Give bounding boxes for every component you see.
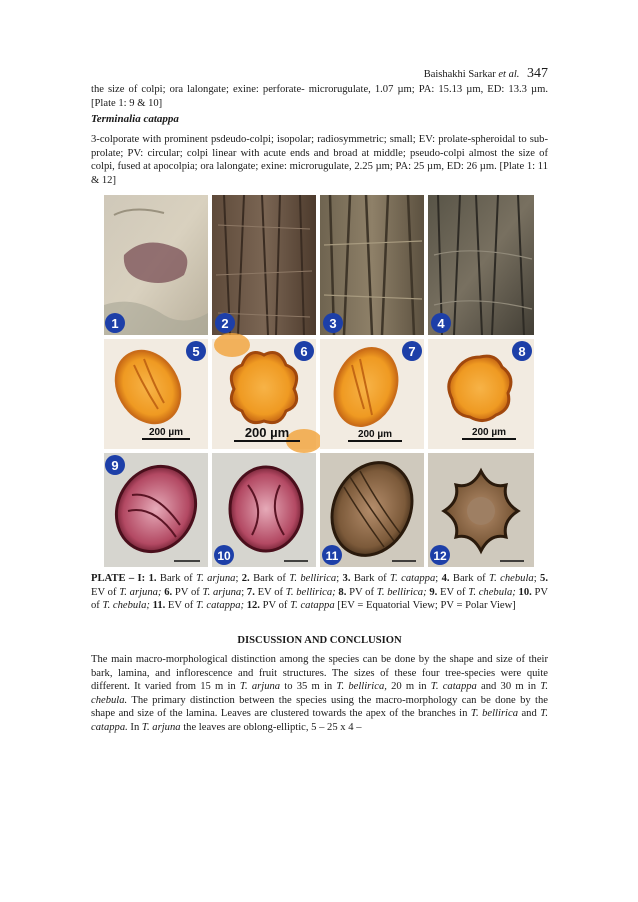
- species-name: T. chebula;: [468, 586, 516, 598]
- svg-text:1: 1: [111, 316, 119, 331]
- svg-text:11: 11: [325, 549, 339, 563]
- caption-item: 12. PV of T. catappa: [246, 600, 335, 612]
- caption-item: 2. Bark of T. bellirica;: [241, 573, 343, 584]
- paragraph-catappa: [91, 133, 548, 187]
- species-name: T. arjuna: [196, 573, 236, 584]
- species-name: T. chebula.: [91, 681, 548, 706]
- caption-item: 3. Bark of T. catappa;: [342, 573, 442, 584]
- species-name: T. bellirica,: [336, 681, 387, 693]
- plate-label-4: [431, 313, 451, 333]
- caption-item: 6. PV of T. arjuna;: [164, 586, 247, 598]
- caption-item: 4. Bark of T. chebula;: [441, 573, 541, 584]
- bark-photo-1: [104, 195, 208, 335]
- caption-item: 9. EV of T. chebula;: [429, 586, 516, 598]
- paragraph-continued: [91, 83, 548, 110]
- svg-text:8: 8: [518, 344, 526, 359]
- scale-label-8: 200 µm: [471, 427, 507, 438]
- species-name: T. arjuna;: [119, 586, 162, 598]
- species-name: T. catappa: [290, 600, 335, 612]
- plate-label-8: [512, 341, 532, 361]
- scale-label-5: 200 µm: [148, 427, 184, 438]
- caption-item-number: 12.: [246, 600, 260, 612]
- plate-label-9: [105, 455, 125, 475]
- plate-label-11: [322, 545, 342, 565]
- species-name: T. arjuna: [239, 681, 281, 693]
- plate-label-10: [214, 545, 234, 565]
- species-name: T. arjuna: [202, 586, 242, 598]
- caption-item: 10. PV of T. chebula;: [91, 586, 549, 612]
- paragraph-text: the size of colpi; ora lalongate; exine: perforate- microrugulate, 1.07 µm; PA: 15.13 µm, ED: 13.3 µm. [Plate 1: 9 & 10]: [91, 84, 548, 109]
- page-header: [424, 66, 548, 82]
- caption-item-number: 10.: [518, 586, 532, 598]
- svg-text:4: 4: [437, 316, 445, 331]
- plate-label-3: [323, 313, 343, 333]
- paragraph-text: 3-colporate with prominent psdeudo-colpi; isopolar; radiosymmetric; small; EV: prolate-spheroidal to sub-prolate; PV: circular; colpi linear with acute ends and broad at middle; pseudo-colpi almost the size of colpi, fused at apocolpia; ora lalongate; exine: microrugulate, 2.25 µm; PA: 25 µm, ED: 26 µm. [Plate 1: 11 & 12]: [91, 134, 548, 186]
- species-name: T. arjuna: [141, 721, 181, 733]
- species-name: T. chebula: [489, 573, 534, 584]
- plate-figure: [104, 195, 534, 567]
- caption-item-number: 5.: [540, 573, 548, 584]
- caption-item-number: 7.: [246, 586, 255, 598]
- svg-text:6: 6: [300, 344, 308, 359]
- header-author: Baishakhi Sarkar: [423, 69, 496, 80]
- svg-text:7: 7: [408, 344, 416, 359]
- caption-item: 8. PV of T. bellirica;: [338, 586, 427, 598]
- scale-label-6: 200 µm: [244, 425, 290, 440]
- species-name: T. catappa: [390, 573, 436, 584]
- plate-label-5: [186, 341, 206, 361]
- caption-item-number: 3.: [342, 573, 351, 584]
- header-etal: et al.: [498, 69, 520, 80]
- plate-label-1: [105, 313, 125, 333]
- caption-item-number: 9.: [429, 586, 438, 598]
- species-name: T. bellirica: [470, 708, 519, 720]
- page-number: 347: [527, 66, 548, 81]
- species-name: T. catappa: [430, 681, 477, 693]
- species-name: T. bellirica;: [285, 586, 336, 598]
- plate-label-6: [294, 341, 314, 361]
- caption-item: 1. Bark of T. arjuna;: [148, 573, 242, 584]
- svg-text:9: 9: [111, 458, 119, 473]
- plate-label-12: [430, 545, 450, 565]
- caption-item: 11. EV of T. catappa;: [152, 600, 245, 612]
- svg-text:12: 12: [433, 549, 447, 563]
- caption-lead: PLATE – I:: [91, 573, 146, 584]
- section-title: DISCUSSION AND CONCLUSION: [237, 635, 402, 646]
- caption-item-number: 1.: [148, 573, 157, 584]
- svg-text:3: 3: [329, 316, 337, 331]
- svg-text:10: 10: [217, 549, 231, 563]
- caption-item-number: 6.: [164, 586, 173, 598]
- paragraph-text: The main macro-morphological distinction among the species can be done by the shape and size of their bark, lamina, and inflorescence and fruit structures. The sizes of these four tree-species were quite different. It varied from 15 m in T. arjuna to 35 m in T. bellirica, 20 m in T. catappa and 30 m in T. chebula. The primary distinction between the species using the macro-morphology can be done by the shape and size of the lamina. Leaves are clustered towards the apex of the branches in T. bellirica and T. catappa. In T. arjuna the leaves are oblong-elliptic, 5 – 25 x 4 –: [91, 654, 549, 733]
- plate-label-2: [215, 313, 235, 333]
- svg-text:5: 5: [192, 344, 200, 359]
- plate-label-7: [402, 341, 422, 361]
- plate-caption: [91, 572, 548, 613]
- species-name: T. catappa;: [195, 600, 245, 612]
- caption-item-number: 2.: [241, 573, 250, 584]
- species-heading: Terminalia catappa: [91, 113, 179, 125]
- caption-item: 7. EV of T. bellirica;: [246, 586, 336, 598]
- scale-label-7: 200 µm: [357, 429, 393, 440]
- caption-tail: [EV = Equatorial View; PV = Polar View]: [334, 600, 516, 612]
- paragraph-discussion: [91, 653, 548, 735]
- caption-item-number: 11.: [152, 600, 166, 612]
- species-name: T. bellirica;: [376, 586, 427, 598]
- svg-text:2: 2: [221, 316, 229, 331]
- species-name: T. bellirica: [289, 573, 337, 584]
- species-name: T. chebula;: [102, 600, 150, 612]
- caption-item-number: 4.: [441, 573, 450, 584]
- caption-item: 5. EV of T. arjuna;: [91, 573, 548, 598]
- species-name: T. catappa.: [91, 708, 549, 733]
- caption-item-number: 8.: [338, 586, 347, 598]
